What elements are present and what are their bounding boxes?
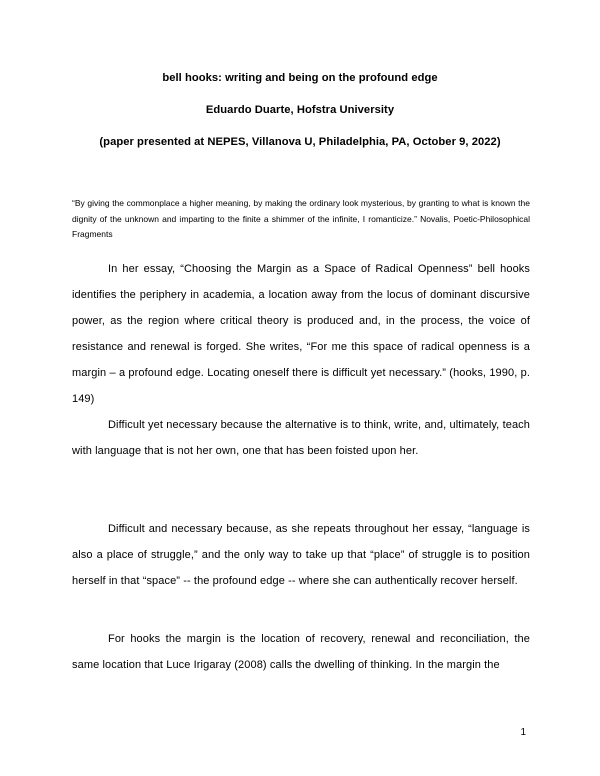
body-paragraph-1: In her essay, “Choosing the Margin as a Space of Radical Openness” bell hooks identifies the periphery in academia, a location away from the locus of dominant discursive power, as the region where critical theory is produced and, in the process, the voice of resistance and renewal is forged. She writes, “For me this space of radical openness is a margin – a profound edge. Locating oneself there is difficult yet necessary.” (hooks, 1990, p. 149) <box>72 263 530 406</box>
venue-line: (paper presented at NEPES, Villanova U, Philadelphia, PA, October 9, 2022) <box>99 136 501 148</box>
paper-title: bell hooks: writing and being on the profound edge <box>162 72 438 84</box>
body-paragraph-2: Difficult yet necessary because the alternative is to think, write, and, ultimately, teach with language that is not her own, one that has been foisted upon her. <box>72 419 530 458</box>
body-paragraph-4: For hooks the margin is the location of recovery, renewal and reconciliation, the same location that Luce Irigaray (2008) calls the dwelling of thinking. In the margin the <box>72 633 530 672</box>
body-paragraph-3: Difficult and necessary because, as she repeats throughout her essay, “language is also a place of struggle,” and the only way to take up that “place” of struggle is to position herself in that “space” -- the profound edge -- where she can authentically recover herself. <box>72 523 530 588</box>
author-line: Eduardo Duarte, Hofstra University <box>205 104 395 116</box>
page-number: 1 <box>520 727 526 738</box>
epigraph-quote: “By giving the commonplace a higher meaning, by making the ordinary look mysterious, by granting to what is known the dignity of the unknown and imparting to the finite a shimmer of the infinite, I romanticize.” Novalis, Poetic-Philosophical Fragments <box>72 198 530 239</box>
